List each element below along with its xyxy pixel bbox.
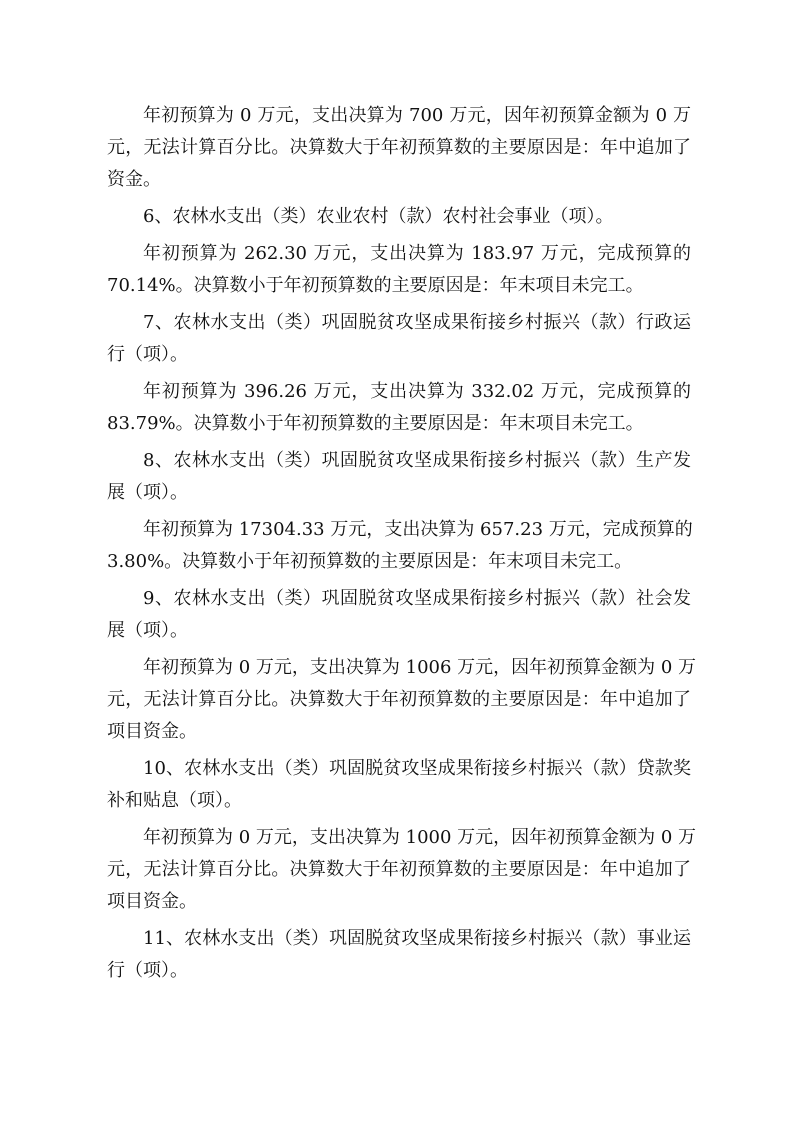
text-line: 元，无法计算百分比。决算数大于年初预算数的主要原因是：年中追加了 <box>107 689 691 710</box>
paragraph <box>107 753 691 817</box>
paragraph <box>107 100 691 196</box>
text-line: 9、农林水支出（类）巩固脱贫攻坚成果衔接乡村振兴（款）社会发 <box>143 588 691 609</box>
text-line: 补和贴息（项）。 <box>107 790 242 811</box>
text-line: 行（项）。 <box>107 344 188 365</box>
text-line: 元，无法计算百分比。决算数大于年初预算数的主要原因是：年中追加了 <box>107 137 691 158</box>
paragraph <box>107 822 697 918</box>
paragraph <box>107 238 691 302</box>
text-line: 年初预算为 0 万元，支出决算为 1000 万元，因年初预算金额为 0 万 <box>143 827 697 848</box>
text-line: 展（项）。 <box>107 482 188 503</box>
text-line: 年初预算为 396.26 万元，支出决算为 332.02 万元，完成预算的 <box>143 381 691 402</box>
text-line: 8、农林水支出（类）巩固脱贫攻坚成果衔接乡村振兴（款）生产发 <box>143 450 691 471</box>
text-line: 元，无法计算百分比。决算数大于年初预算数的主要原因是：年中追加了 <box>107 859 691 880</box>
text-line: 3.80%。决算数小于年初预算数的主要原因是：年末项目未完工。 <box>107 551 633 572</box>
text-line: 年初预算为 0 万元，支出决算为 700 万元，因年初预算金额为 0 万 <box>143 105 691 126</box>
paragraph <box>107 923 691 987</box>
text-line: 资金。 <box>107 169 161 190</box>
text-line: 展（项）。 <box>107 620 188 641</box>
text-line: 83.79%。决算数小于年初预算数的主要原因是：年末项目未完工。 <box>107 413 644 434</box>
text-line: 11、农林水支出（类）巩固脱贫攻坚成果衔接乡村振兴（款）事业运 <box>143 928 691 949</box>
text-line: 年初预算为 262.30 万元，支出决算为 183.97 万元，完成预算的 <box>143 243 691 264</box>
document-page <box>107 100 697 992</box>
paragraph <box>107 376 691 440</box>
paragraph <box>107 583 691 647</box>
text-line: 行（项）。 <box>107 960 188 981</box>
text-line: 年初预算为 17304.33 万元，支出决算为 657.23 万元，完成预算的 <box>143 519 693 540</box>
paragraph <box>107 514 691 578</box>
text-line: 年初预算为 0 万元，支出决算为 1006 万元，因年初预算金额为 0 万 <box>143 657 697 678</box>
text-line: 10、农林水支出（类）巩固脱贫攻坚成果衔接乡村振兴（款）贷款奖 <box>143 758 691 779</box>
text-line: 项目资金。 <box>107 891 197 912</box>
paragraph <box>107 652 697 748</box>
text-line: 6、农林水支出（类）农业农村（款）农村社会事业（项）。 <box>143 206 614 227</box>
paragraph <box>107 307 691 371</box>
text-line: 7、农林水支出（类）巩固脱贫攻坚成果衔接乡村振兴（款）行政运 <box>143 312 691 333</box>
text-line: 70.14%。决算数小于年初预算数的主要原因是：年末项目未完工。 <box>107 275 644 296</box>
text-line: 项目资金。 <box>107 721 197 742</box>
paragraph <box>107 201 691 233</box>
paragraph <box>107 445 691 509</box>
